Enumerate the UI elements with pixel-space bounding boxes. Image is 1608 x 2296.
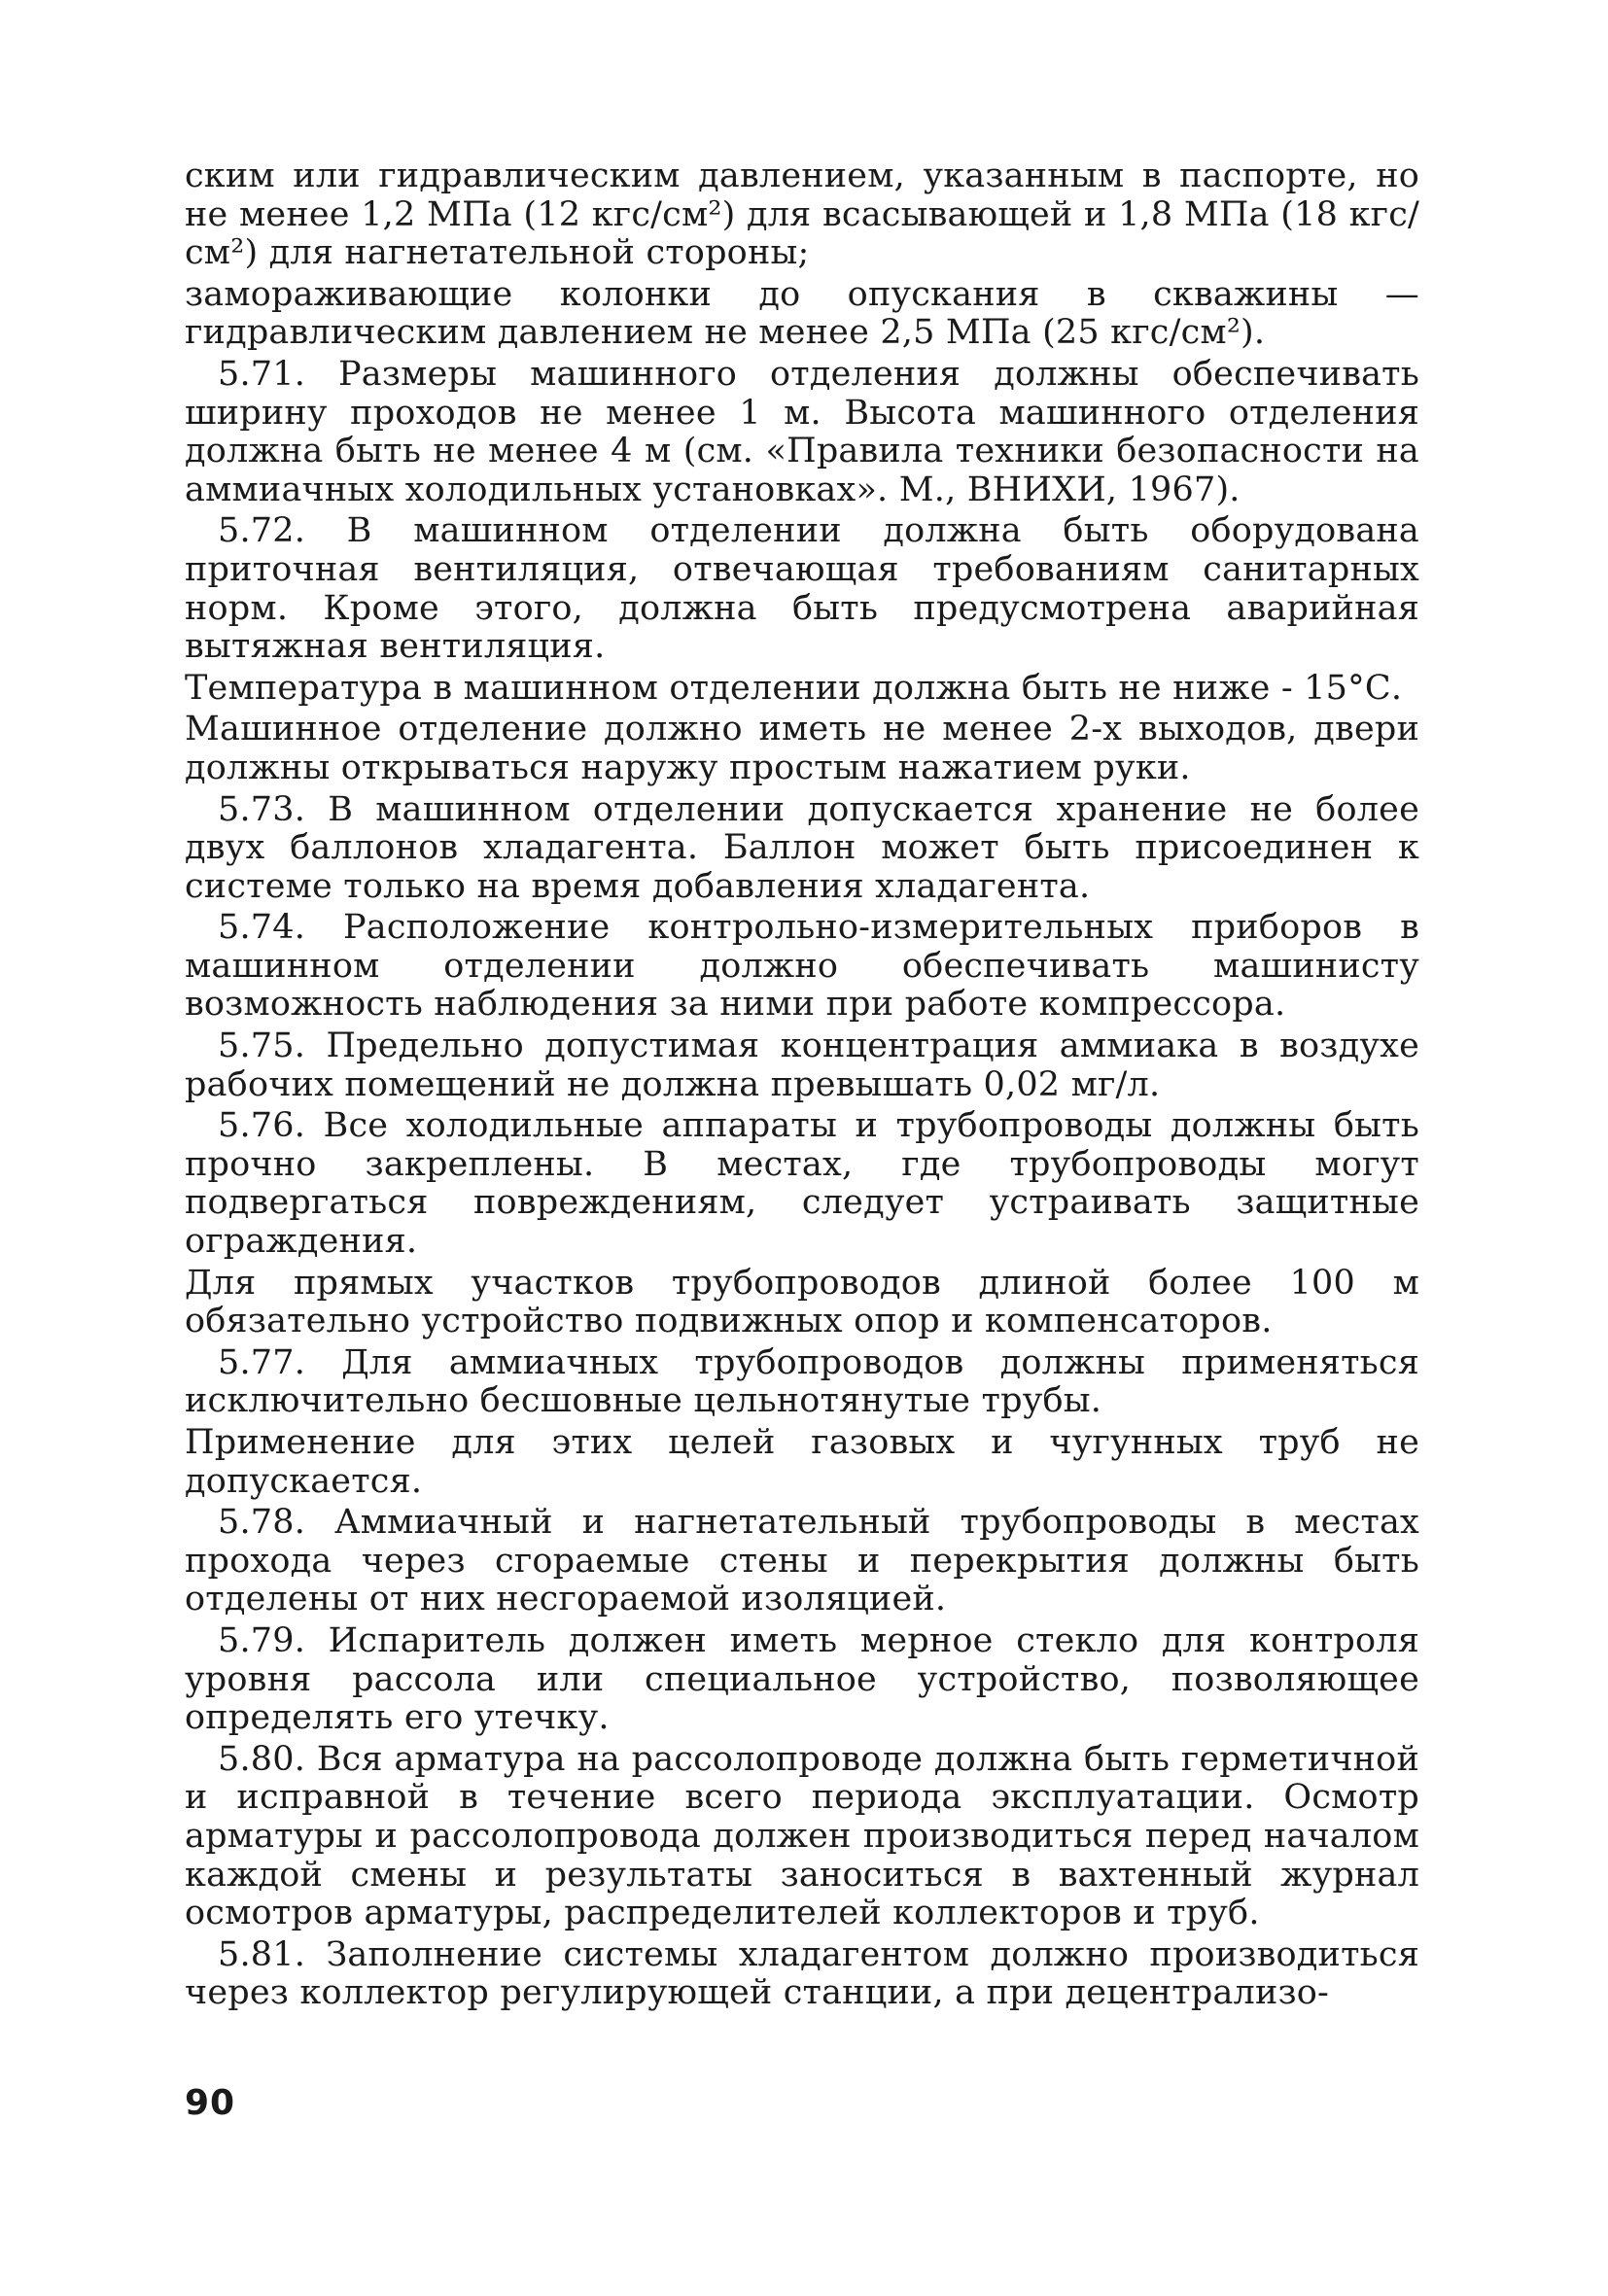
paragraph-5-72: 5.72. В машинном отделении должна быть оборудована приточная вентиляция, отвечающая требованиям санитарных норм. Кроме этого, должна быть предусмотрена аварийная вытяжная вентиляция. [185, 511, 1419, 667]
paragraph-5-75: 5.75. Предельно допустимая концентрация аммиака в воздухе рабочих помещений не должна превышать 0,02 мг/л. [185, 1026, 1419, 1104]
paragraph-5-72-exits: Машинное отделение должно иметь не менее 2-х выходов, двери должны открываться наружу простым нажатием руки. [185, 710, 1419, 787]
paragraph-freezing-columns: замораживающие колонки до опускания в скважины — гидравлическим давлением не менее 2,5 МПа (25 кгс/см²). [185, 274, 1419, 353]
paragraph-5-74: 5.74. Расположение контрольно-измерительных приборов в машинном отделении должно обеспечивать машинисту возможность наблюдения за ними при работе компрессора. [185, 908, 1419, 1025]
paragraph-5-77: 5.77. Для аммиачных трубопроводов должны применяться исключительно бесшовные цельнотянутые трубы. [185, 1342, 1419, 1421]
paragraph-5-77-gas-pipes: Применение для этих целей газовых и чугунных труб не допускается. [185, 1423, 1419, 1501]
paragraph-5-79: 5.79. Испаритель должен иметь мерное стекло для контроля уровня рассола или специальное устройство, позволяющее определять его утечку. [185, 1620, 1419, 1738]
paragraph-5-73: 5.73. В машинном отделении допускается хранение не более двух баллонов хладагента. Баллон может быть присоединен к системе только на время добавления хладагента. [185, 789, 1419, 906]
body-text [185, 157, 1419, 2016]
page-number: 90 [185, 2083, 236, 2123]
paragraph-5-78: 5.78. Аммиачный и нагнетательный трубопроводы в местах прохода через сгораемые стены и перекрытия должны быть отделены от них несгораемой изоляцией. [185, 1503, 1419, 1619]
paragraph-5-72-temperature: Температура в машинном отделении должна быть не ниже - 15°С. [185, 668, 1403, 708]
paragraph-5-81: 5.81. Заполнение системы хладагентом должно производиться через коллектор регулирующей станции, а при децентрализо- [185, 1934, 1419, 2013]
paragraph-5-80: 5.80. Вся арматура на рассолопроводе должна быть герметичной и исправной в течение всего периода эксплуатации. Осмотр арматуры и рассолопровода должен производиться перед началом каждой смены и результаты заноситься в вахтенный журнал осмотров арматуры, распределителей коллекторов и труб. [185, 1739, 1419, 1933]
paragraph-5-76-supports: Для прямых участков трубопроводов длиной более 100 м обязательно устройство подвижных опор и компенсаторов. [185, 1263, 1419, 1341]
paragraph-continuation: ским или гидравлическим давлением, указанным в паспорте, но не менее 1,2 МПа (12 кгс/см²) для всасывающей и 1,8 МПа (18 кгс/см²) для нагнетательной стороны; [185, 157, 1419, 273]
paragraph-5-76: 5.76. Все холодильные аппараты и трубопроводы должны быть прочно закреплены. В местах, где трубопроводы могут подвергаться повреждениям, следует устраивать защитные ограждения. [185, 1106, 1419, 1262]
paragraph-5-71: 5.71. Размеры машинного отделения должны обеспечивать ширину проходов не менее 1 м. Высота машинного отделения должна быть не менее 4 м (см. «Правила техники безопасности на аммиачных холодильных установках». М., ВНИХИ, 1967). [185, 354, 1419, 509]
